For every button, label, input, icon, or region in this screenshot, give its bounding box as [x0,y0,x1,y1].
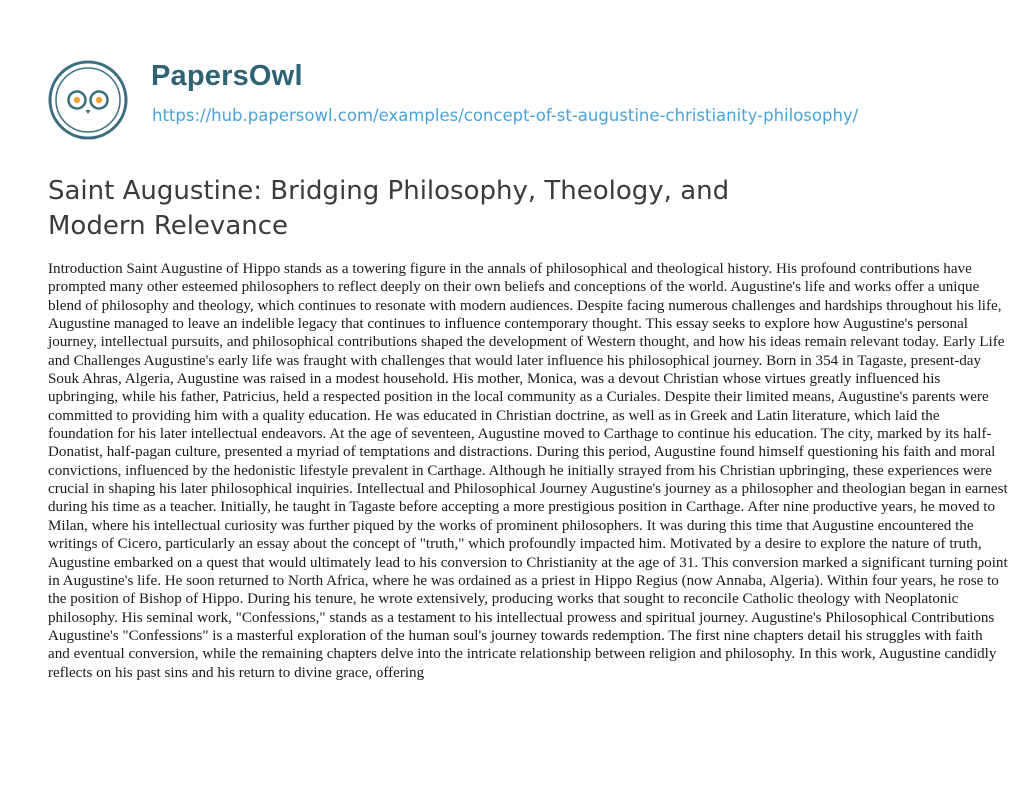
brand-name[interactable]: PapersOwl [151,60,303,92]
article-body: Introduction Saint Augustine of Hippo stands as a towering figure in the annals of philosophical and theological history. His profound contributions have prompted many other esteemed philosophers to reflect deeply on their own beliefs and conceptions of the world. Augustine's life and works offer a unique blend of philosophy and theology, which continues to resonate with modern audiences. Despite facing numerous challenges and hardships throughout his life, Augustine managed to leave an indelible legacy that continues to influence contemporary thought. This essay seeks to explore how Augustine's personal journey, intellectual pursuits, and philosophical contributions shaped the development of Western thought, and how his ideas remain relevant today. Early Life and Challenges Augustine's early life was fraught with challenges that would later influence his philosophical journey. Born in 354 in Tagaste, present-day Souk Ahras, Algeria, Augustine was raised in a modest household. His mother, Monica, was a devout Christian whose virtues greatly influenced his upbringing, while his father, Patricius, held a respected position in the local community as a Curiales. Despite their limited means, Augustine's parents were committed to providing him with a quality education. He was educated in Christian doctrine, as well as in Greek and Latin literature, which laid the foundation for his later intellectual endeavors. At the age of seventeen, Augustine moved to Carthage to continue his education. The city, marked by its half-Donatist, half-pagan culture, presented a myriad of temptations and distractions. During this period, Augustine found himself questioning his faith and moral convictions, influenced by the hedonistic lifestyle prevalent in Carthage. Although he initially strayed from his Christian upbringing, these experiences were crucial in shaping his later philosophical inquiries. Intellectual and Philosophical Journey Augustine's journey as a philosopher and theologian began in earnest during his time as a teacher. Initially, he taught in Tagaste before accepting a more prestigious position in Carthage. After nine productive years, he moved to Milan, where his intellectual curiosity was further piqued by the works of prominent philosophers. It was during this time that Augustine encountered the writings of Cicero, particularly an essay about the concept of "truth," which profoundly impacted him. Motivated by a desire to explore the nature of truth, Augustine embarked on a quest that would ultimately lead to his conversion to Christianity at the age of 31. This conversion marked a significant turning point in Augustine's life. He soon returned to North Africa, where he was ordained as a priest in Hippo Regius (now Annaba, Algeria). Within four years, he rose to the position of Bishop of Hippo. During his tenure, he wrote extensively, producing works that sought to reconcile Catholic theology with Neoplatonic philosophy. His seminal work, "Confessions," stands as a testament to his intellectual prowess and spiritual journey. Augustine's Philosophical Contributions Augustine's "Confessions" is a masterful exploration of the human soul's journey towards redemption. The first nine chapters detail his struggles with faith and eventual conversion, while the remaining chapters delve into the intricate relationship between religion and philosophy. In this work, Augustine candidly reflects on his past sins and his return to divine grace, offering [48,261,1008,681]
site-header [48,58,988,130]
page-title: Saint Augustine: Bridging Philosophy, Theology, and Modern Relevance [48,176,730,241]
owl-logo-icon[interactable] [48,60,128,140]
source-url-link[interactable]: https://hub.papersowl.com/examples/concept-of-st-augustine-christianity-philosophy/ [152,106,859,125]
